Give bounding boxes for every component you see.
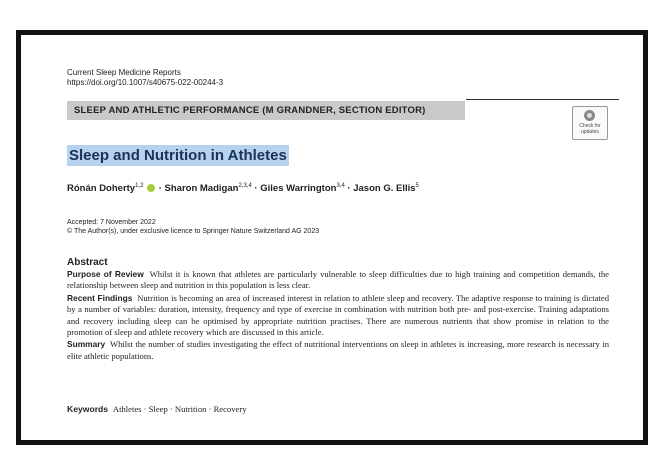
document-frame <box>16 30 648 445</box>
author-affil: 2,3,4 <box>238 183 252 189</box>
keywords-value: Athletes · Sleep · Nutrition · Recovery <box>112 404 247 414</box>
author-separator: · <box>344 183 354 195</box>
author-name[interactable]: Giles Warrington <box>260 183 337 195</box>
orcid-icon[interactable] <box>147 184 155 192</box>
abstract-section <box>67 293 609 339</box>
abstract-heading: Abstract <box>67 257 108 268</box>
article-page <box>21 35 643 440</box>
journal-info <box>67 68 223 88</box>
crossmark-icon <box>584 110 595 121</box>
author-separator: · <box>251 183 261 195</box>
author-affil: 1,2 <box>135 183 144 189</box>
check-for-updates-badge[interactable] <box>572 106 608 140</box>
keywords-line <box>67 404 247 414</box>
author-name[interactable]: Rónán Doherty <box>67 183 136 195</box>
header-rule <box>466 99 619 100</box>
section-banner: SLEEP AND ATHLETIC PERFORMANCE (M GRANDNER, SECTION EDITOR) <box>67 101 465 120</box>
copyright-line: © The Author(s), under exclusive licence to Springer Nature Switzerland AG 2023 <box>67 228 320 235</box>
author-separator: · <box>156 183 165 195</box>
abstract-section-label: Recent Findings <box>67 292 133 303</box>
badge-line-2: updates <box>581 129 599 135</box>
publication-meta <box>67 218 319 236</box>
abstract-section-text: Nutrition is becoming an area of increased interest in relation to athlete sleep and recovery. The adaptive response to training is dictated by a number of variables: duration, intensity, frequency and type of exercise in combination with nutrition both pre- and post-exercise. Training adaptations and recovery including sleep can be optimised by appropriate nutrition practises. There are numerous nutrients that show promise in relation to the promotion of sleep and athlete recovery which are discussed in this article. <box>67 292 610 338</box>
author-affil: 3,4 <box>336 183 345 189</box>
abstract-section-label: Purpose of Review <box>67 269 144 279</box>
article-title: Sleep and Nutrition in Athletes <box>69 147 287 164</box>
author-affil: 5 <box>415 183 419 189</box>
abstract-section-text: Whilst the number of studies investigating the effect of nutritional interventions on sleep in athletes is increasing, more research is necessary in elite athletic populations. <box>67 339 609 361</box>
keywords-label: Keywords <box>67 404 109 414</box>
author-name[interactable]: Sharon Madigan <box>164 183 239 195</box>
abstract-section-text: Whilst it is known that athletes are particularly vulnerable to sleep difficulties due to high training and competition demands, the relationship between sleep and nutrition in this population is less clear. <box>67 269 609 291</box>
author-name[interactable]: Jason G. Ellis <box>353 183 416 195</box>
abstract-section <box>67 339 609 362</box>
journal-doi[interactable]: https://doi.org/10.1007/s40675-022-00244-3 <box>67 78 224 87</box>
journal-name: Current Sleep Medicine Reports <box>67 68 181 77</box>
abstract-body <box>67 269 609 363</box>
abstract-section-label: Summary <box>67 339 106 350</box>
accepted-date: Accepted: 7 November 2022 <box>67 219 156 226</box>
abstract-section <box>67 269 609 292</box>
author-list <box>67 183 419 194</box>
badge-line-1: Check for <box>579 123 601 129</box>
